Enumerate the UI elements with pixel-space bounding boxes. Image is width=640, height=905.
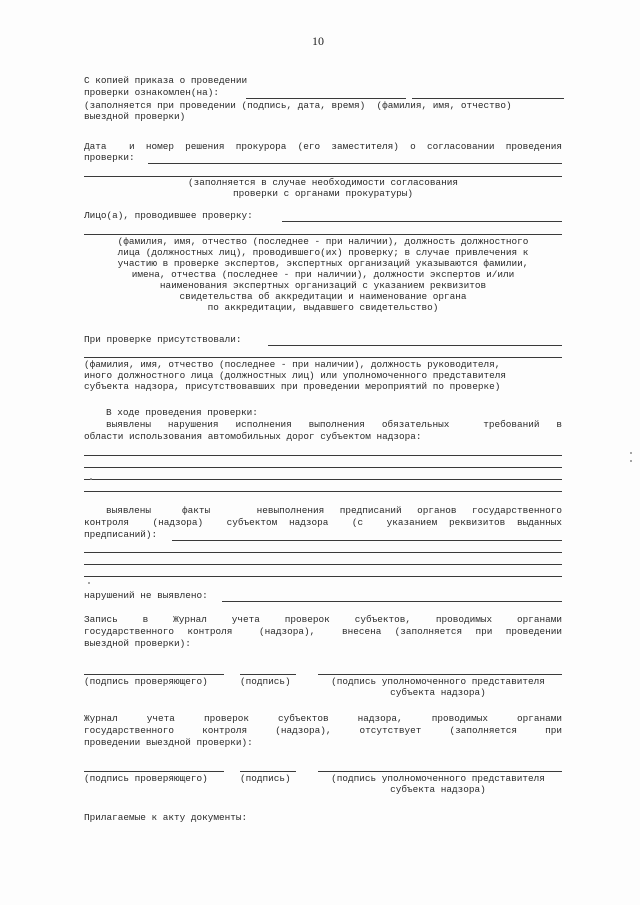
orders-line2: контроля (надзора) субъектом надзора (с указанием реквизитов выданных [84, 517, 562, 528]
violations-line1: выявлены нарушения исполнения выполнения обязательных требований в [106, 419, 562, 430]
inspectors-field[interactable] [282, 221, 562, 222]
violations-field-3[interactable] [84, 479, 562, 480]
violations-line2: области использования автомобильных дорог субъектом надзора: [84, 431, 422, 442]
scan-speck [630, 460, 632, 462]
prosecutor-decision-line1: Дата и номер решения прокурора (его заместителя) о согласовании проведения [84, 141, 562, 152]
inspectors-field-2[interactable] [84, 234, 562, 235]
representative-caption-2a: (подпись уполномоченного представителя [331, 773, 545, 784]
journal-entry-line2: государственного контроля (надзора), внесена (заполняется при проведении [84, 626, 562, 637]
violations-field-1[interactable] [84, 455, 562, 456]
scan-speck [90, 478, 92, 480]
signature-caption-2: (подпись) [240, 773, 291, 784]
orders-field-3[interactable] [84, 564, 562, 565]
full-name-field[interactable] [412, 98, 564, 99]
journal-missing-line1: Журнал учета проверок субъектов надзора, проводимых органами [84, 713, 562, 724]
inspectors-label: Лицо(а), проводившее проверку: [84, 210, 253, 221]
order-acquainted-caption: (заполняется при проведении (подпись, дата, время) (фамилия, имя, отчество) [84, 100, 512, 111]
journal-missing-line3: проведении выездной проверки): [84, 737, 253, 748]
inspectors-caption-7: по аккредитации, выдавшего свидетельство) [207, 302, 439, 313]
inspectors-caption-3: участию в проверке экспертов, экспертных организаций указываются фамилии, [117, 258, 529, 269]
scan-speck [630, 452, 632, 454]
page-number: 10 [312, 34, 324, 48]
inspectors-caption-2: лица (должностных лиц), проводившего(их) проверку; в случае привлечения к [117, 247, 529, 258]
order-acquainted-line1: С копией приказа о проведении [84, 75, 248, 86]
prosecutor-decision-caption-2: проверки с органами прокуратуры) [232, 188, 414, 199]
signature-date-field[interactable] [246, 98, 406, 99]
present-label: При проверке присутствовали: [84, 334, 242, 345]
inspector-signature-field-2[interactable] [84, 771, 224, 772]
inspector-signature-caption-1: (подпись проверяющего) [84, 676, 208, 687]
violations-field-2[interactable] [84, 467, 562, 468]
representative-caption-1b: субъекта надзора) [390, 687, 486, 698]
prosecutor-decision-caption-1: (заполняется в случае необходимости согласования [187, 177, 459, 188]
representative-signature-field-1[interactable] [318, 674, 562, 675]
signature-field-1[interactable] [240, 674, 296, 675]
orders-field-4[interactable] [84, 576, 562, 577]
journal-missing-line2: государственного контроля (надзора), отсутствует (заполняется при [84, 725, 562, 736]
representative-signature-field-2[interactable] [318, 771, 562, 772]
no-violations-field[interactable] [222, 601, 562, 602]
inspectors-caption-4: имена, отчества (последнее - при наличии), должности экспертов и/или [131, 269, 515, 280]
representative-caption-1a: (подпись уполномоченного представителя [331, 676, 545, 687]
present-caption-3: субъекта надзора, присутствовавших при проведении мероприятий по проверке) [84, 381, 501, 392]
orders-line3: предписаний): [84, 529, 158, 540]
inspector-signature-field-1[interactable] [84, 674, 224, 675]
order-acquainted-caption-line2: выездной проверки) [84, 111, 186, 122]
scan-speck [88, 582, 90, 584]
inspector-signature-caption-2: (подпись проверяющего) [84, 773, 208, 784]
journal-entry-line3: выездной проверки): [84, 638, 191, 649]
orders-field-1[interactable] [172, 540, 562, 541]
attached-documents-label: Прилагаемые к акту документы: [84, 812, 248, 823]
present-caption-1: (фамилия, имя, отчество (последнее - при наличии), должность руководителя, [84, 359, 501, 370]
present-caption-2: иного должностного лица (должностных лиц) или уполномоченного представителя [84, 370, 506, 381]
present-field-2[interactable] [84, 357, 562, 358]
signature-field-2[interactable] [240, 771, 296, 772]
representative-caption-2b: субъекта надзора) [390, 784, 486, 795]
inspection-course-heading: В ходе проведения проверки: [106, 407, 258, 418]
signature-caption-1: (подпись) [240, 676, 291, 687]
journal-entry-line1: Запись в Журнал учета проверок субъектов, проводимых органами [84, 614, 562, 625]
no-violations-label: нарушений не выявлено: [84, 590, 208, 601]
inspectors-caption-1: (фамилия, имя, отчество (последнее - при наличии), должность должностного [117, 236, 529, 247]
orders-field-2[interactable] [84, 552, 562, 553]
present-field[interactable] [268, 345, 562, 346]
prosecutor-decision-field[interactable] [148, 163, 562, 164]
inspectors-caption-5: наименования экспертных организаций с указанием реквизитов [159, 280, 487, 291]
violations-field-4[interactable] [84, 491, 562, 492]
order-acquainted-line2: проверки ознакомлен(на): [84, 87, 220, 98]
inspectors-caption-6: свидетельства об аккредитации и наименование органа [179, 291, 467, 302]
orders-line1: выявлены факты невыполнения предписаний органов государственного [106, 505, 562, 516]
prosecutor-decision-line2: проверки: [84, 152, 135, 163]
